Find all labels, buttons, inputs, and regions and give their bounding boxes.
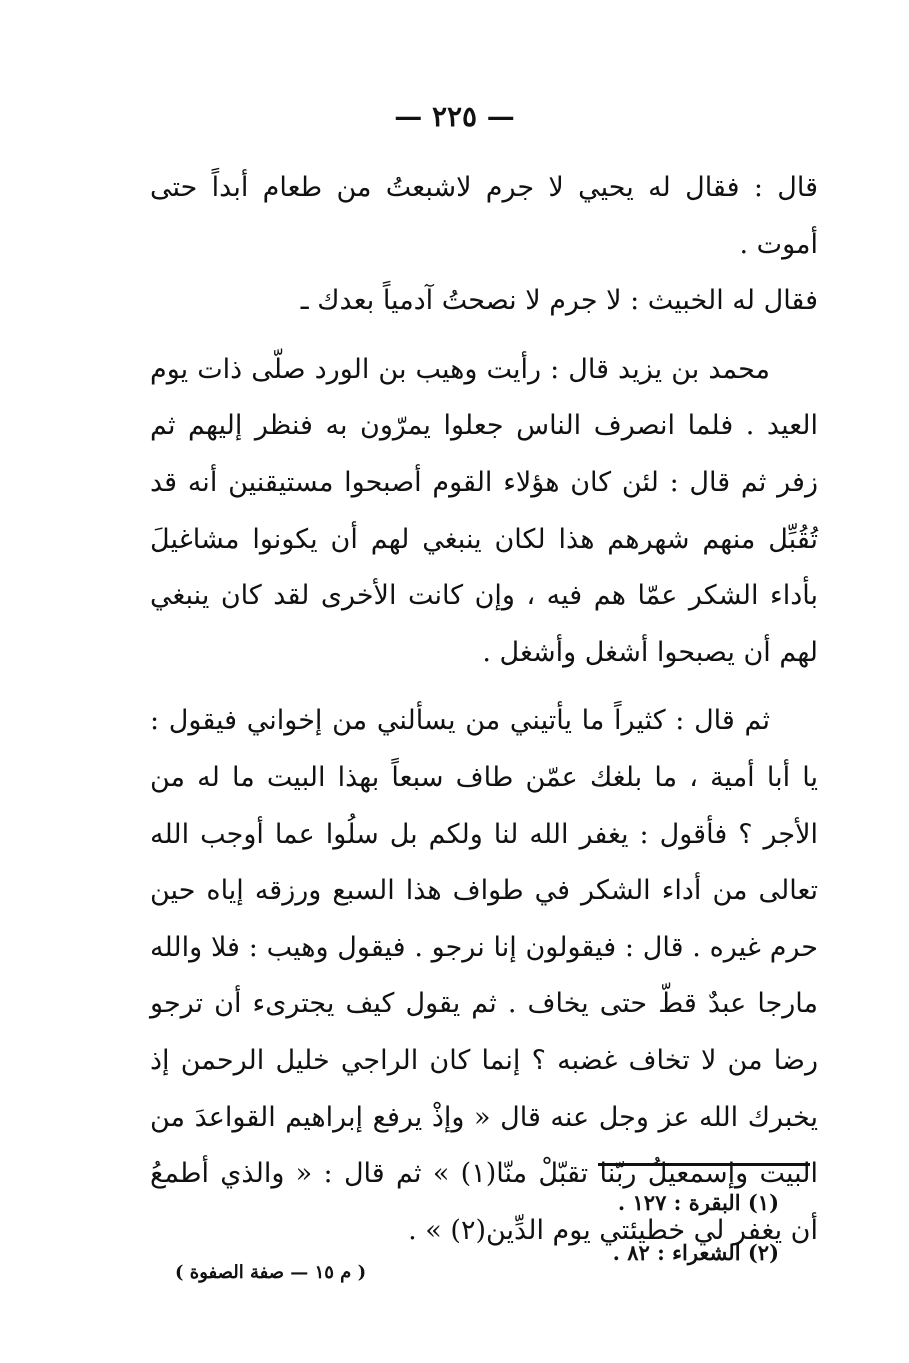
footnote: (١) البقرة : ١٢٧ . xyxy=(617,1190,779,1215)
footnote-divider xyxy=(598,1163,810,1166)
footnotes xyxy=(479,1178,779,1278)
signature-mark: ( م ١٥ — صفة الصفوة ) xyxy=(175,1262,367,1283)
text-line: فقال له الخبيث : لا جرم لا نصحتُ آدمياً بعدك ـ xyxy=(300,285,818,317)
main-text xyxy=(150,160,818,1259)
footnote: (٢) الشعراء : ٨٢ . xyxy=(612,1240,779,1265)
paragraph: محمد بن يزيد قال : رأيت وهيب بن الورد صلّى ذات يوم العيد . فلما انصرف الناس جعلوا يمرّون به فنظر إليهم ثم زفر ثم قال : لئن كان هؤلاء القوم أصبحوا مستيقنين أنه قد تُقُبِّل منهم شهرهم هذا لكان ينبغي لهم أن يكونوا مشاغيلَ بأداء الشكر عمّا هم فيه ، وإن كانت الأخرى لقد كان ينبغي لهم أن يصبحوا أشغل وأشغل . xyxy=(150,353,818,668)
page-number: — ٢٢٥ — xyxy=(394,100,515,133)
text-line: قال : فقال له يحيي لا جرم لاشبعتُ من طعام أبداً حتى أموت . xyxy=(150,172,818,260)
paragraph: ثم قال : كثيراً ما يأتيني من يسألني من إخواني فيقول : يا أبا أمية ، ما بلغك عمّن طاف سبعاً بهذا البيت ما له من الأجر ؟ فأقول : يغفر الله لنا ولكم بل سلُوا عما أوجب الله تعالى من أداء الشكر في طواف هذا السبع ورزقه إياه حين حرم غيره . قال : فيقولون إنا نرجو . فيقول وهيب : فلا والله مارجا عبدٌ قطّ حتى يخاف . ثم يقول كيف يجترىء أن ترجو رضا من لا تخاف غضبه ؟ إنما كان الراجي خليل الرحمن إذ يخبرك الله عز وجل عنه قال « وإذْ يرفع إبراهيم القواعدَ من البيت وإسمعيلُ ربّنا تقبّلْ منّا(١) » ثم قال : « والذي أطمعُ أن يغفر لي خطيئتي يوم الدِّين(٢) » . xyxy=(150,705,818,1246)
